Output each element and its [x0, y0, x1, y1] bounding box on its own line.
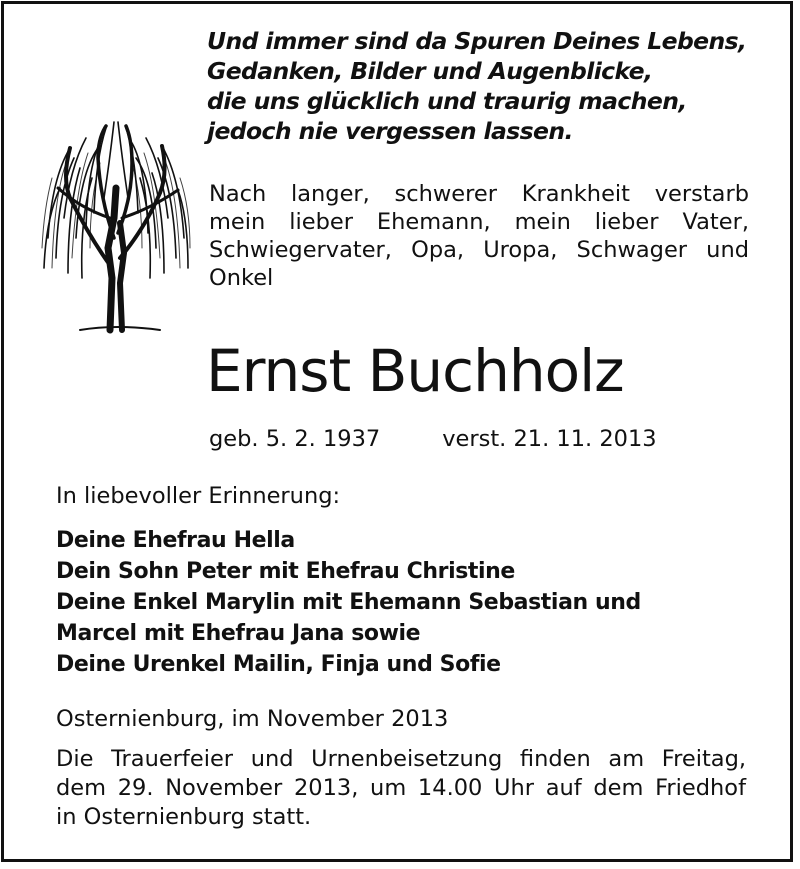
family-member: Dein Sohn Peter mit Ehefrau Christine — [56, 559, 515, 584]
death-announcement — [209, 180, 749, 292]
quote-line: die uns glücklich und traurig machen, — [207, 87, 687, 115]
quote-line: Gedanken, Bilder und Augenblicke, — [207, 57, 653, 85]
notice-line: Die Trauerfeier und Urnenbeisetzung finden am Freitag, — [56, 746, 746, 772]
life-dates — [209, 425, 657, 453]
weeping-tree-icon — [40, 118, 192, 334]
announcement-line: Onkel — [209, 265, 274, 291]
birth-date: geb. 5. 2. 1937 — [209, 426, 381, 452]
funeral-notice — [56, 745, 746, 832]
family-member: Deine Ehefrau Hella — [56, 528, 295, 553]
quote-line: jedoch nie vergessen lassen. — [207, 117, 573, 145]
place-date: Osternienburg, im November 2013 — [56, 706, 449, 732]
memorial-quote — [207, 26, 767, 146]
deceased-name: Ernst Buchholz — [206, 337, 624, 405]
quote-line: Und immer sind da Spuren Deines Lebens, — [207, 27, 747, 55]
family-list — [56, 525, 641, 680]
family-member: Deine Enkel Marylin mit Ehemann Sebastian und — [56, 590, 641, 615]
announcement-line: Schwiegervater, Opa, Uropa, Schwager und — [209, 237, 749, 263]
notice-line: in Osternienburg statt. — [56, 804, 312, 830]
announcement-line: Nach langer, schwerer Krankheit verstarb — [209, 181, 749, 207]
memory-heading: In liebevoller Erinnerung: — [56, 483, 341, 509]
announcement-line: mein lieber Ehemann, mein lieber Vater, — [209, 209, 749, 235]
family-member: Deine Urenkel Mailin, Finja und Sofie — [56, 652, 501, 677]
notice-line: dem 29. November 2013, um 14.00 Uhr auf dem Friedhof — [56, 775, 746, 801]
death-date: verst. 21. 11. 2013 — [442, 426, 657, 452]
family-member: Marcel mit Ehefrau Jana sowie — [56, 621, 421, 646]
